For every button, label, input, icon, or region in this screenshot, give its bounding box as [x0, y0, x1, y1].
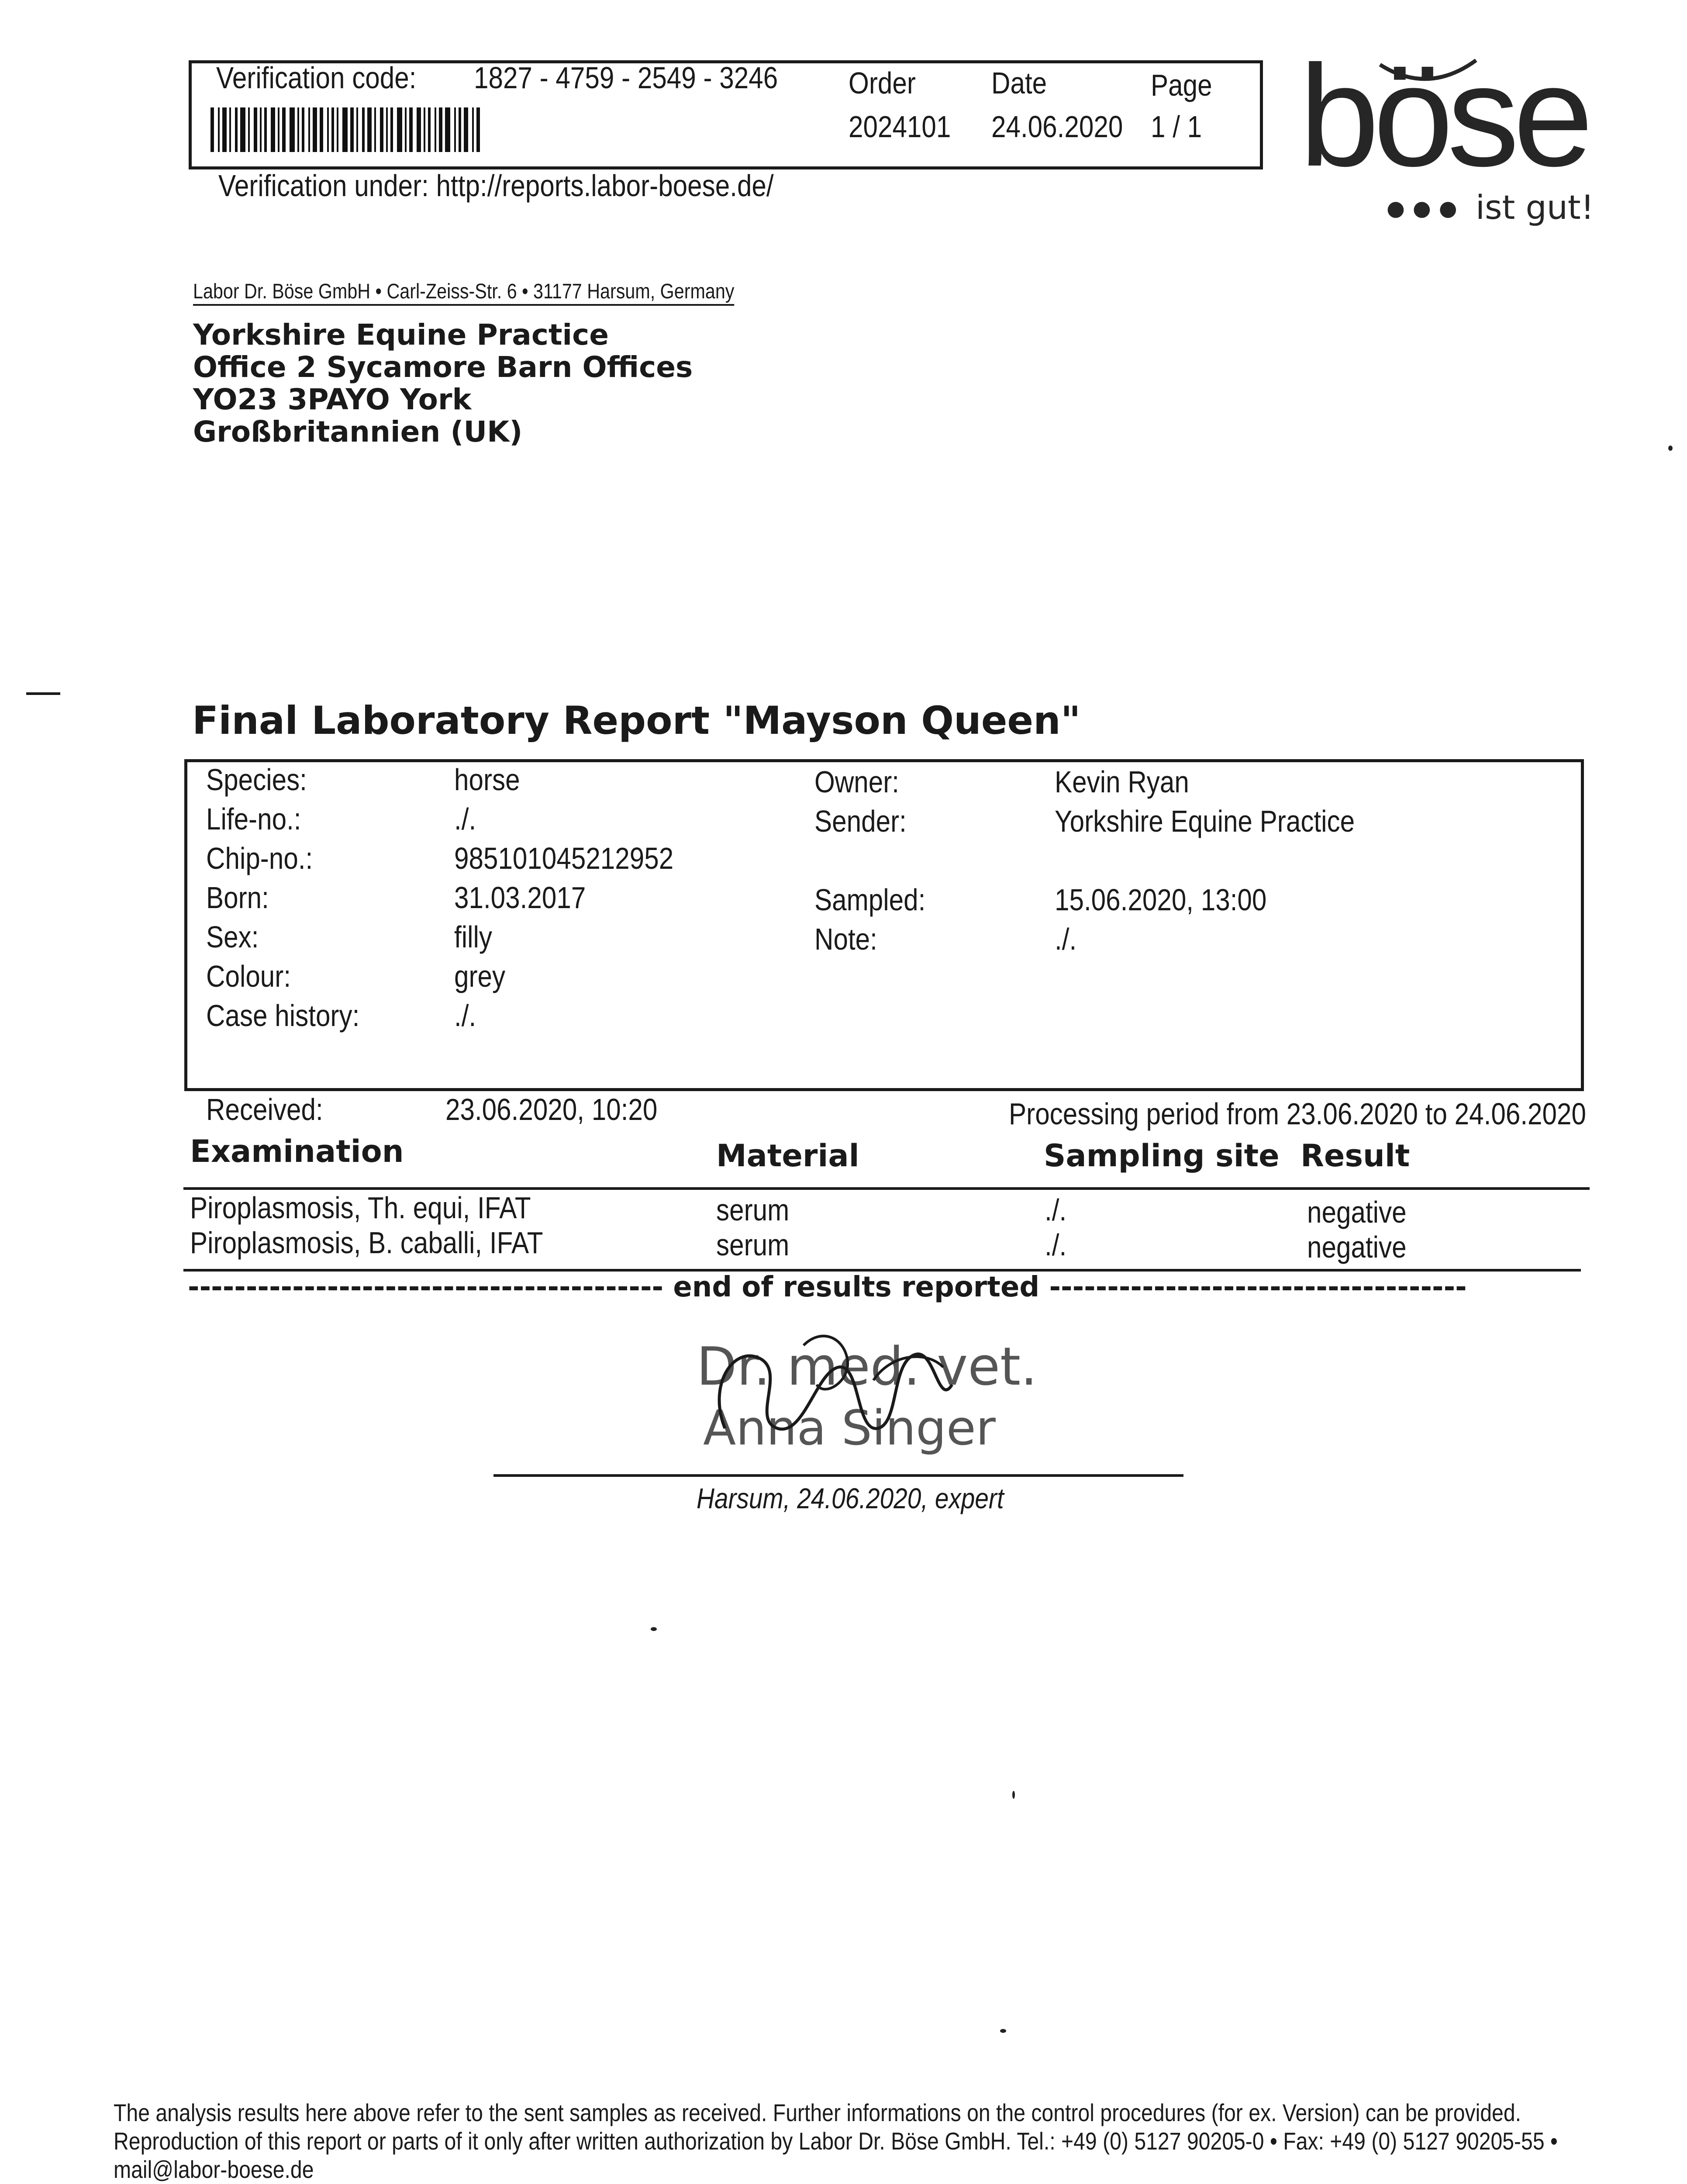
page-value: 1 / 1 [1151, 110, 1202, 144]
verification-code-label: Verification code: [216, 61, 417, 95]
case-history-value: ./. [454, 999, 476, 1033]
processing-period: Processing period from 23.06.2020 to 24.06.2020 [1009, 1097, 1586, 1131]
barcode-bar [282, 107, 286, 152]
row-1-sampling-site: ./. [1045, 1193, 1067, 1227]
owner-value: Kevin Ryan [1055, 765, 1189, 799]
barcode-bar [308, 107, 310, 152]
barcode-bar [210, 107, 214, 152]
barcode-bar [229, 107, 231, 152]
barcode-bar [409, 107, 413, 152]
barcode-bar [386, 107, 388, 152]
scan-speck [1668, 446, 1673, 451]
barcode-bar [472, 107, 474, 152]
colour-label: Colour: [206, 959, 291, 993]
date-value: 24.06.2020 [991, 110, 1123, 144]
species-label: Species: [206, 763, 307, 797]
barcode-bar [428, 107, 431, 152]
barcode-bar [327, 107, 329, 152]
verification-url: Verification under: http://reports.labor-boese.de/ [218, 169, 774, 203]
chip-no-label: Chip-no.: [206, 841, 313, 875]
sender-label: Sender: [814, 804, 907, 838]
page-label: Page [1151, 68, 1212, 102]
born-value: 31.03.2017 [454, 881, 586, 915]
barcode-bar [374, 107, 376, 152]
col-header-material: Material [716, 1138, 859, 1174]
barcode-bar [362, 107, 365, 152]
margin-mark [26, 692, 60, 695]
note-label: Note: [814, 922, 877, 956]
barcode-bar [218, 107, 220, 152]
recipient-line-4: Großbritannien (UK) [193, 415, 523, 449]
signature-stamp-title: Dr. med. vet. [697, 1337, 1038, 1397]
verification-code: 1827 - 4759 - 2549 - 3246 [474, 61, 778, 95]
barcode-bar [331, 107, 334, 152]
barcode-bar [278, 107, 279, 152]
case-history-label: Case history: [206, 999, 360, 1033]
scan-speck [1000, 2029, 1006, 2033]
barcode-bar [222, 107, 227, 152]
sampled-value: 15.06.2020, 13:00 [1055, 883, 1267, 917]
barcode [210, 107, 560, 152]
barcode-bar [445, 107, 450, 152]
barcode-bar [476, 107, 480, 152]
row-2-examination: Piroplasmosis, B. caballi, IFAT [190, 1226, 543, 1260]
barcode-bar [350, 107, 354, 152]
row-1-material: serum [716, 1193, 790, 1227]
report-title: Final Laboratory Report "Mayson Queen" [192, 698, 1081, 743]
owner-label: Owner: [814, 765, 900, 799]
date-label: Date [991, 66, 1047, 100]
barcode-bar [424, 107, 425, 152]
barcode-bar [439, 107, 442, 152]
barcode-bar [290, 107, 295, 152]
barcode-bar [264, 107, 267, 152]
scan-speck [1012, 1791, 1015, 1799]
col-header-examination: Examination [190, 1133, 404, 1169]
barcode-bar [454, 107, 456, 152]
row-2-result: negative [1307, 1230, 1407, 1264]
born-label: Born: [206, 881, 269, 915]
barcode-bar [302, 107, 304, 152]
sampled-label: Sampled: [814, 883, 926, 917]
barcode-bar [271, 107, 275, 152]
barcode-bar [313, 107, 317, 152]
sex-label: Sex: [206, 920, 259, 954]
barcode-bar [380, 107, 383, 152]
note-value: ./. [1055, 922, 1077, 956]
signature-caption: Harsum, 24.06.2020, expert [697, 1482, 1004, 1514]
logo-smile-icon [1371, 47, 1485, 100]
recipient-line-2: Office 2 Sycamore Barn Offices [193, 350, 693, 384]
barcode-bar [235, 107, 238, 152]
signature-stamp-name: Anna Singer [703, 1400, 996, 1456]
end-of-results-line: ----------------------------------------- end of results reported ------------------------------------ [188, 1271, 1467, 1303]
order-value: 2024101 [849, 110, 951, 144]
barcode-bar [397, 107, 402, 152]
order-label: Order [849, 66, 916, 100]
row-2-material: serum [716, 1228, 790, 1262]
scan-speck [651, 1627, 657, 1631]
barcode-bar [240, 107, 245, 152]
received-value: 23.06.2020, 10:20 [445, 1092, 658, 1127]
logo-wordmark: böse [1299, 35, 1587, 196]
row-2-sampling-site: ./. [1045, 1228, 1067, 1262]
sender-address-line: Labor Dr. Böse GmbH • Carl-Zeiss-Str. 6 • 31177 Harsum, Germany [193, 280, 734, 306]
barcode-bar [248, 107, 250, 152]
barcode-bar [417, 107, 421, 152]
received-label: Received: [206, 1092, 323, 1127]
recipient-line-3: YO23 3PAYO York [193, 383, 472, 416]
row-1-result: negative [1307, 1195, 1407, 1229]
life-no-value: ./. [454, 802, 476, 836]
barcode-bar [254, 107, 257, 152]
sex-value: filly [454, 920, 492, 954]
signature-rule [493, 1474, 1183, 1477]
barcode-bar [260, 107, 262, 152]
barcode-bar [337, 107, 338, 152]
species-value: horse [454, 763, 520, 797]
barcode-bar [459, 107, 461, 152]
barcode-bar [405, 107, 407, 152]
logo-dots-icon: ●●● [1387, 196, 1465, 221]
barcode-bar [435, 107, 436, 152]
handwritten-signature [673, 1319, 987, 1468]
barcode-bar [320, 107, 323, 152]
barcode-bar [297, 107, 299, 152]
life-no-label: Life-no.: [206, 802, 301, 836]
table-header-rule [183, 1187, 1590, 1190]
footer-disclaimer: The analysis results here above refer to the sent samples as received. Further informations on the control procedures (for ex. Version) can be provided. Reproduction of this report or parts of it only after written authorization by Labor Dr. Böse GmbH. Tel.: +49 (0) 5127 90205-0 • Fax: +49 (0) 5127 90205-55 • mail@labor-boese.de [114, 2099, 1558, 2183]
recipient-line-1: Yorkshire Equine Practice [193, 318, 609, 352]
col-header-result: Result [1301, 1138, 1410, 1174]
barcode-bar [367, 107, 372, 152]
sender-value: Yorkshire Equine Practice [1055, 804, 1355, 838]
barcode-bar [464, 107, 468, 152]
row-1-examination: Piroplasmosis, Th. equi, IFAT [190, 1191, 531, 1225]
barcode-bar [342, 107, 348, 152]
chip-no-value: 985101045212952 [454, 841, 674, 875]
logo-tagline: ●●● ist gut! [1387, 188, 1594, 227]
colour-value: grey [454, 959, 506, 993]
barcode-bar [390, 107, 393, 152]
col-header-sampling-site: Sampling site [1044, 1138, 1280, 1174]
barcode-bar [356, 107, 358, 152]
